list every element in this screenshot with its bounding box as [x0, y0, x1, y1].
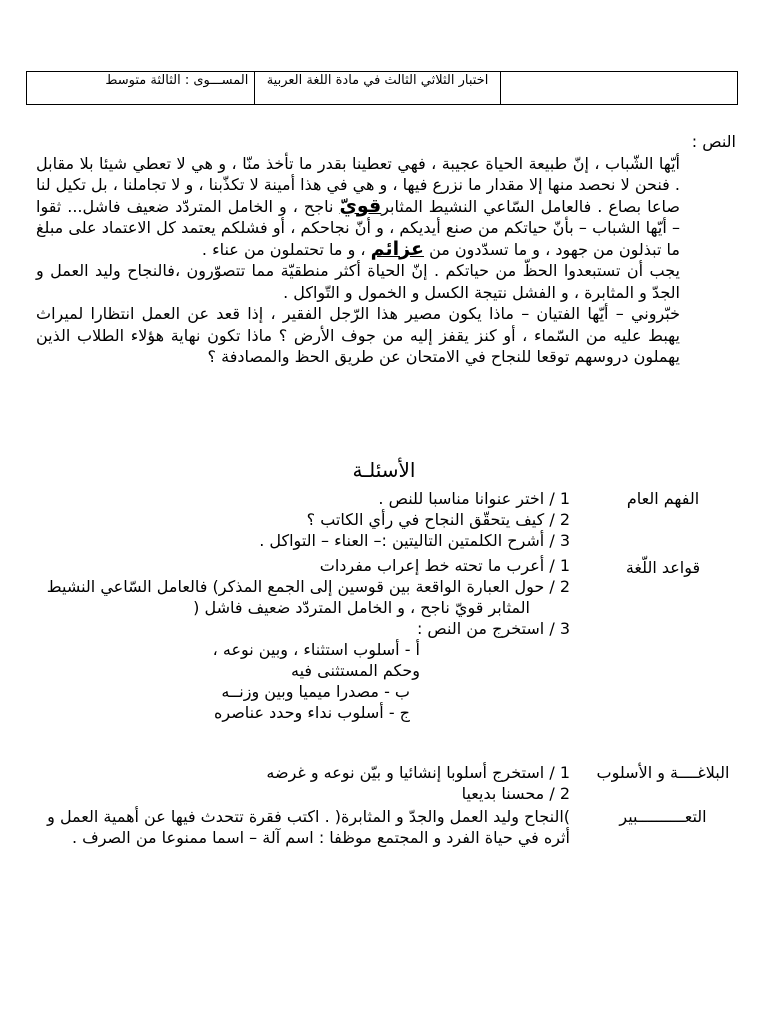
question-subitem: أ - أسلوب استثناء ، وبين نوعه ، وحكم المستثنى فيه: [212, 640, 420, 680]
section-label-comprehension: الفهم العام: [626, 489, 700, 508]
question-item: 3 / أشرح الكلمتين التاليتين :– العناء – التواكل .: [259, 531, 570, 550]
header-level-cell: المســـوى : الثالثة متوسط: [105, 73, 249, 88]
question-item: 2 / كيف يتحقّق النجاح في رأي الكاتب ؟: [306, 510, 570, 529]
underlined-word-strong: قويّ: [339, 194, 382, 217]
rhetoric-items: [25, 762, 570, 804]
p1-rest-text: ناجح ، و الخامل المتردّد ضعيف فاشل... ثقوا – أيّها الشباب – بأنّ حياتكم من صنع أيديكم ، و أنّ نجاحكم ، أو فشلكم يعتمد كل الاعتماد على مبلغ ما تبذلون من جهود ، و ما تسدّدون من: [36, 196, 680, 259]
question-item: 2 / محسنا بديعيا: [461, 784, 570, 803]
reading-passage: [36, 131, 736, 368]
underlined-word-resolves: عزائم: [370, 237, 424, 260]
header-blank-cell: [500, 72, 737, 104]
question-item-quote: المثابر قويّ ناجح ، و الخامل المتردّد ضعيف فاشل (: [193, 598, 530, 617]
passage-heading: النص :: [691, 132, 736, 151]
section-label-rhetoric: البلاغــــة و الأسلوب: [596, 763, 730, 782]
question-item: 1 / اختر عنوانا مناسبا للنص .: [378, 489, 570, 508]
expression-text: )النجاح وليد العمل والجدّ و المثابرة( . اكتب فقرة تتحدث فيها عن أهمية العمل و أثره في حياة الفرد و المجتمع موظفا : اسم آلة – اسما ممنوعا من الصرف .: [47, 807, 570, 847]
comprehension-items: [25, 488, 570, 551]
question-item: 1 / أعرب ما تحته خط إعراب مفردات: [319, 556, 570, 575]
exam-header-table: [26, 71, 738, 105]
p1-end-text: ، و ما تحتملون من عناء .: [201, 239, 371, 259]
section-label-grammar: قواعد اللّغة: [625, 558, 701, 577]
question-subitem: ب - مصدرا ميميا وبين وزنــه: [221, 682, 410, 701]
grammar-items: [25, 555, 570, 723]
passage-paragraph-2: يجب أن تستبعدوا الحظّ من حياتكم . إنّ الحياة أكثر منطقيّة مما تتصوّرون ،فالنجاح وليد العمل و الجدّ و المثابرة ، و الفشل نتيجة الكسل و الخمول و التّواكل .: [36, 261, 680, 302]
question-subitem: ج - أسلوب نداء وحدد عناصره: [213, 703, 410, 722]
question-item: 1 / استخرج أسلوبا إنشائيا و بيّن نوعه و غرضه: [266, 763, 570, 782]
passage-paragraph-1: [36, 153, 736, 261]
questions-title: الأسئلـة: [352, 458, 416, 482]
section-label-expression: التعــــــــــبير: [619, 807, 707, 826]
p1-intro-text: أيّها الشّباب ، إنّ طبيعة الحياة عجيبة ، فهي تعطينا بقدر ما تأخذ منّا ، و هي لا تعطي شيئا بلا مقابل . فنحن لا نحصد منها إلا مقدار ما نزرع فيها ، و هي في هذا أمينة لا تكذّبنا ، و لا تجاملنا ، بل تكيل لنا صاعا بصاع . فالعامل السّاعي النشيط المثابر: [36, 153, 680, 216]
question-item: 2 / حول العبارة الواقعة بين قوسين إلى الجمع المذكر) فالعامل السّاعي النشيط: [46, 577, 570, 596]
header-subject-cell: اختبار الثلاثي الثالث في مادة اللغة العربية: [254, 72, 499, 104]
passage-paragraph-3: خبّروني – أيّها الفتيان – ماذا يكون مصير هذا الرّجل الفقير ، إذا قعد عن العمل انتظارا لميراث يهبط عليه من السّماء ، أو كنز يقفز إليه من جوف الأرض ؟ ماذا تكون نهاية هؤلاء الطلاب الذين يهملون دروسهم توقعا للنجاح في الامتحان عن طريق الحظ والمصادفة ؟: [36, 304, 680, 366]
question-item: 3 / استخرج من النص :: [416, 619, 570, 638]
